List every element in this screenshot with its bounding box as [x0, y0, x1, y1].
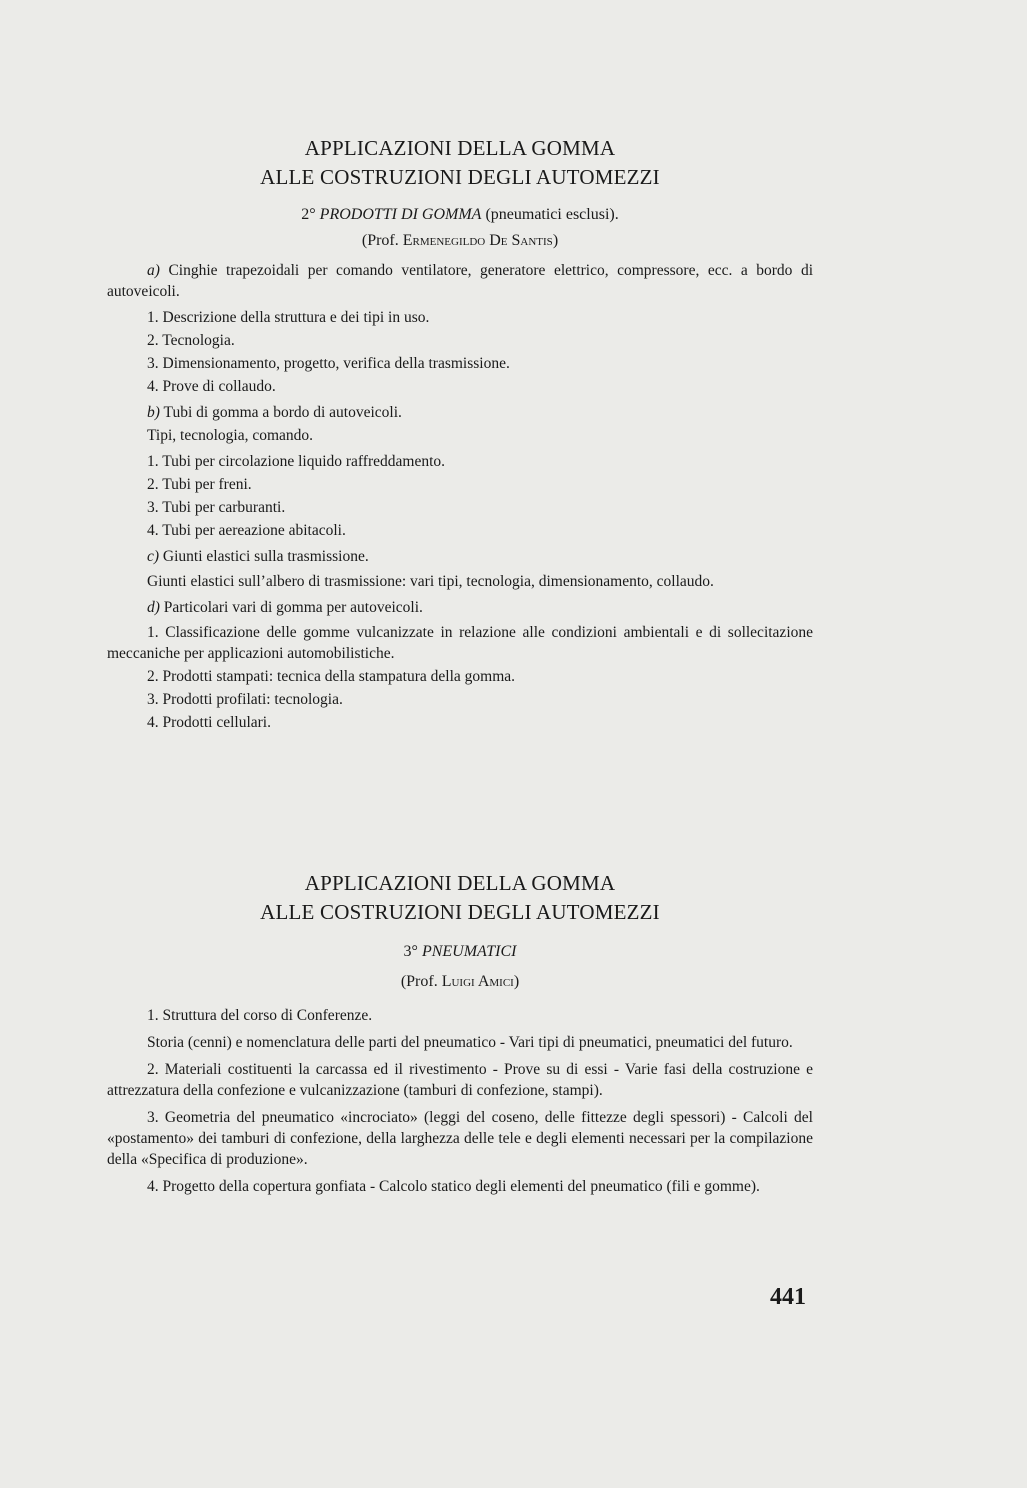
list-item: 2. Tubi per freni. — [147, 476, 252, 493]
list-item: 4. Prodotti cellulari. — [147, 714, 271, 731]
page-number: 441 — [770, 1284, 806, 1310]
item-c-text: Giunti elastici sulla trasmissione. — [162, 548, 369, 565]
section-1-author — [107, 230, 813, 252]
item-c — [107, 546, 813, 567]
author-prefix: (Prof. — [400, 973, 438, 990]
item-d-text: Particolari vari di gomma per autoveicoli. — [163, 599, 423, 616]
list-item: 1. Tubi per circolazione liquido raffreddamento. — [147, 453, 446, 470]
item-b-list — [107, 451, 813, 541]
item-d-list — [107, 622, 813, 733]
item-a-label: a) — [147, 262, 160, 279]
item-b-label: b) — [147, 404, 160, 421]
list-item: 3. Tubi per carburanti. — [147, 499, 286, 516]
paragraph: 4. Progetto della copertura gonfiata - Calcolo statico degli elementi del pneumatico (fili e gomme). — [147, 1178, 760, 1195]
author-prefix: (Prof. — [361, 232, 399, 249]
item-c-label: c) — [147, 548, 160, 565]
section-1 — [107, 134, 813, 733]
section-1-title-line-2: ALLE COSTRUZIONI DEGLI AUTOMEZZI — [260, 165, 660, 189]
paragraph: 1. Struttura del corso di Conferenze. — [147, 1007, 373, 1024]
section-2-title-line-1: APPLICAZIONI DELLA GOMMA — [304, 871, 616, 895]
paragraph: 2. Materiali costituenti la carcassa ed il rivestimento - Prove su di essi - Varie fasi della costruzione e attrezzatura della confezione e vulcanizzazione (tamburi di confezione, stampi). — [107, 1061, 813, 1099]
list-item: 3. Dimensionamento, progetto, verifica della trasmissione. — [147, 355, 510, 372]
list-item: 2. Prodotti stampati: tecnica della stampatura della gomma. — [147, 668, 516, 685]
subtitle-number: 2° — [301, 206, 316, 223]
subtitle-rest: (pneumatici esclusi). — [485, 206, 619, 223]
author-name: Ermenegildo De Santis — [402, 232, 553, 249]
section-1-subtitle — [107, 204, 813, 226]
subtitle-italic: PRODOTTI DI GOMMA — [319, 206, 482, 223]
item-d-label: d) — [147, 599, 160, 616]
item-d — [107, 597, 813, 618]
list-item: 2. Tecnologia. — [147, 332, 235, 349]
list-item: 1. Descrizione della struttura e dei tipi in uso. — [147, 309, 430, 326]
subtitle-number: 3° — [403, 943, 418, 960]
list-item: 4. Prove di collaudo. — [147, 378, 276, 395]
author-name: Luigi Amici — [441, 973, 514, 990]
author-suffix: ) — [552, 232, 559, 249]
section-2-subtitle — [107, 941, 813, 963]
item-a-list — [107, 307, 813, 397]
paragraph: 3. Geometria del pneumatico «incrociato» (leggi del coseno, delle fittezze degli spessori) - Calcoli del «postamento» dei tamburi di confezione, della larghezza delle tele e degli elementi necessari per la compilazione della «Specifica di produzione». — [107, 1109, 813, 1168]
author-suffix: ) — [513, 973, 520, 990]
item-a-text: Cinghie trapezoidali per comando ventilatore, generatore elettrico, compressore, ecc. a bordo di autoveicoli. — [107, 262, 814, 300]
subtitle-italic: PNEUMATICI — [421, 943, 517, 960]
list-item: 1. Classificazione delle gomme vulcanizzate in relazione alle condizioni ambientali e di sollecitazione meccaniche per applicazioni automobilistiche. — [107, 624, 813, 662]
item-a — [107, 260, 813, 302]
item-c-body: Giunti elastici sull’albero di trasmissione: vari tipi, tecnologia, dimensionamento, collaudo. — [147, 573, 714, 590]
paragraph: Storia (cenni) e nomenclatura delle parti del pneumatico - Vari tipi di pneumatici, pneumatici del futuro. — [147, 1034, 793, 1051]
section-2-author — [107, 971, 813, 993]
item-b — [107, 402, 813, 423]
item-b-line: Tipi, tecnologia, comando. — [147, 427, 314, 444]
section-2-title-line-2: ALLE COSTRUZIONI DEGLI AUTOMEZZI — [260, 900, 660, 924]
item-b-text: Tubi di gomma a bordo di autoveicoli. — [163, 404, 402, 421]
list-item: 3. Prodotti profilati: tecnologia. — [147, 691, 343, 708]
section-1-title-line-1: APPLICAZIONI DELLA GOMMA — [304, 136, 616, 160]
list-item: 4. Tubi per aereazione abitacoli. — [147, 522, 346, 539]
section-2 — [107, 869, 813, 1197]
